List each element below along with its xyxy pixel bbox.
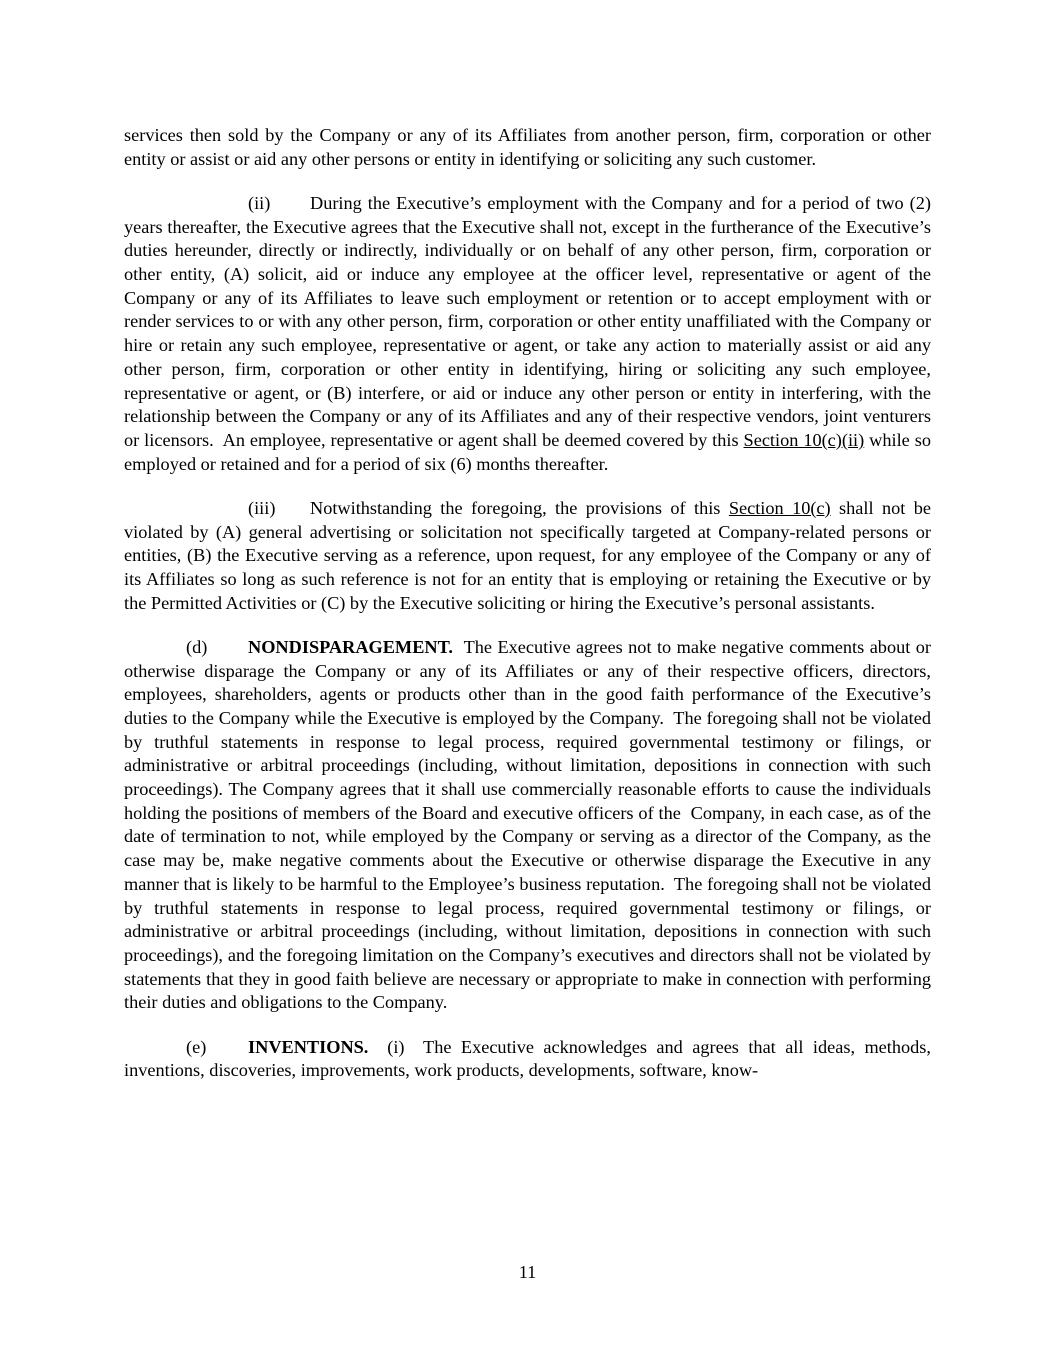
- paragraph-text: During the Executive’s employment with the Company and for a period of two (2) years thereafter, the Executive agrees that the Executive shall not, except in the furtherance of the Executive’s duties hereunder, directly or indirectly, individually or on behalf of any other person, firm, corporation or other entity, (A) solicit, aid or induce any employee at the officer level, representative or agent of the Company or any of its Affiliates to leave such employment or retention or to accept employment with or render services to or with any other person, firm, corporation or other entity unaffiliated with the Company or hire or retain any such employee, representative or agent, or take any action to materially assist or aid any other person, firm, corporation or other entity in identifying, hiring or soliciting any such employee, representative or agent, or (B) interfere, or aid or induce any other person or entity in interfering, with the relationship between the Company or any of its Affiliates and any of their respective vendors, joint venturers or licensors. An employee, representative or agent shall be deemed covered by this: [124, 192, 936, 450]
- clause-label: (d): [186, 636, 208, 657]
- section-reference: Section 10(c): [728, 497, 831, 518]
- clause-label: (iii): [248, 497, 276, 518]
- paragraph-inventions: [124, 1036, 936, 1083]
- section-heading: NONDISPARAGEMENT.: [248, 636, 453, 657]
- paragraph-section-10c-ii: [124, 192, 936, 476]
- document-page: [124, 124, 936, 1104]
- section-reference: Section 10(c)(ii): [743, 429, 865, 450]
- paragraph-text: The Executive agrees not to make negative comments about or otherwise disparage the Company or any of its Affiliates or any of their respective officers, directors, employees, shareholders, agents or products other than in the good faith performance of the Executive’s duties to the Company while the Executive is employed by the Company. The foregoing shall not be violated by truthful statements in response to legal process, required governmental testimony or filings, or administrative or arbitral proceedings (including, without limitation, depositions in connection with such proceedings). The Company agrees that it shall use commercially reasonable efforts to cause the individuals holding the positions of members of the Board and executive officers of the Company, in each case, as of the date of termination to not, while employed by the Company or serving as a director of the Company, as the case may be, make negative comments about the Executive or otherwise disparage the Executive in any manner that is likely to be harmful to the Employee’s business reputation. The foregoing shall not be violated by truthful statements in response to legal process, required governmental testimony or filings, or administrative or arbitral proceedings (including, without limitation, depositions in connection with such proceedings), and the foregoing limitation on the Company’s executives and directors shall not be violated by statements that they in good faith believe are necessary or appropriate to make in connection with performing their duties and obligations to the Company.: [124, 636, 936, 1013]
- paragraph-section-10c-iii: [124, 497, 936, 616]
- paragraph-text: while so employed or retained and for a period of six (6) months thereafter.: [124, 429, 936, 474]
- page-number: 11: [518, 1262, 537, 1282]
- paragraph-text: Notwithstanding the foregoing, the provisions of this: [310, 497, 729, 518]
- paragraph-text: shall not be violated by (A) general advertising or solicitation not specifically targeted at Company-related persons or entities, (B) the Executive serving as a reference, upon request, for any employee of the Company or any of its Affiliates so long as such reference is not for an entity that is employing or retaining the Executive or by the Permitted Activities or (C) by the Executive soliciting or hiring the Executive’s personal assistants.: [124, 497, 936, 613]
- paragraph-nondisparagement: [124, 636, 936, 1015]
- clause-label: (ii): [248, 192, 271, 213]
- paragraph-continuation: services then sold by the Company or any of its Affiliates from another person, firm, corporation or other entity or assist or aid any other persons or entity in identifying or soliciting any such customer.: [124, 125, 936, 169]
- paragraph-text: (i) The Executive acknowledges and agrees that all ideas, methods, inventions, discoveries, improvements, work products, developments, software, know-: [124, 1036, 936, 1081]
- section-heading: INVENTIONS.: [248, 1036, 369, 1057]
- clause-label: (e): [186, 1036, 207, 1057]
